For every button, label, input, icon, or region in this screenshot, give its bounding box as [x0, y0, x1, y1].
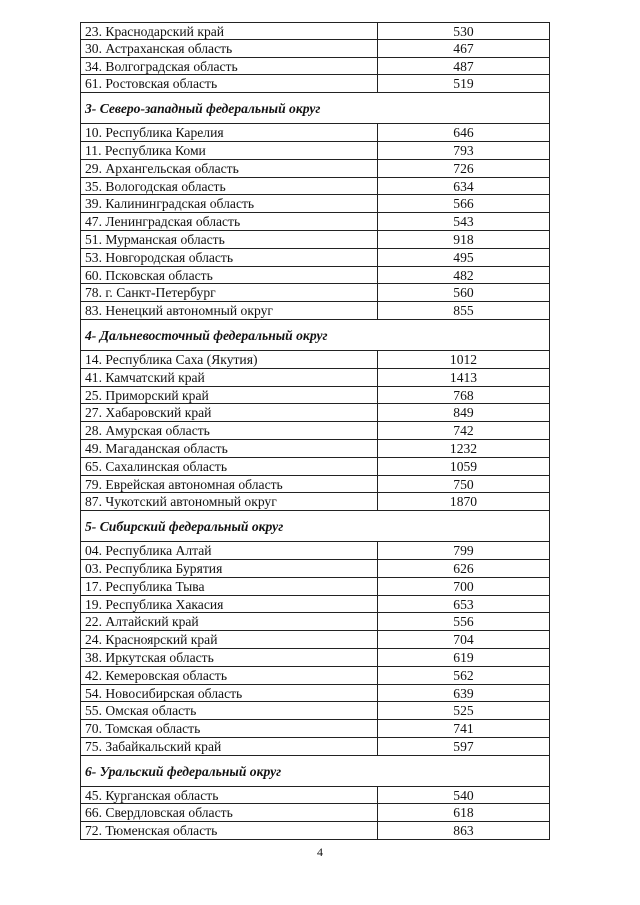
region-name: 47. Ленинградская область [81, 213, 378, 230]
region-value: 495 [453, 249, 474, 265]
table-row [80, 302, 550, 320]
region-value: 726 [453, 160, 474, 176]
table-row [80, 613, 550, 631]
region-value: 646 [453, 125, 474, 141]
region-name: 23. Краснодарский край [81, 23, 378, 39]
table-row [80, 387, 550, 405]
region-value: 768 [453, 387, 474, 403]
region-name: 53. Новгородская область [81, 249, 378, 266]
region-value: 750 [453, 476, 474, 492]
region-name: 24. Красноярский край [81, 631, 378, 648]
region-value: 855 [453, 303, 474, 319]
table-row [80, 578, 550, 596]
region-name: 70. Томская область [81, 720, 378, 737]
table-row [80, 58, 550, 76]
region-name: 54. Новосибирская область [81, 685, 378, 702]
region-name: 30. Астраханская область [81, 40, 378, 57]
region-value: 525 [453, 703, 474, 719]
region-value: 530 [453, 24, 474, 39]
table-row [80, 560, 550, 578]
region-name: 55. Омская область [81, 702, 378, 719]
region-name: 78. г. Санкт-Петербург [81, 284, 378, 301]
region-name: 25. Приморский край [81, 387, 378, 404]
table-row [80, 493, 550, 511]
region-value: 639 [453, 685, 474, 701]
region-name: 17. Республика Тыва [81, 578, 378, 595]
region-name: 72. Тюменская область [81, 822, 378, 839]
section-heading: 5- Сибирский федеральный округ [80, 511, 550, 542]
region-value: 863 [453, 823, 474, 839]
region-name: 39. Калининградская область [81, 195, 378, 212]
table-row [80, 351, 550, 369]
region-name: 61. Ростовская область [81, 75, 378, 92]
region-value: 1232 [449, 440, 478, 456]
table-row [80, 369, 550, 387]
region-name: 45. Курганская область [81, 787, 378, 804]
table-row [80, 422, 550, 440]
region-value: 849 [453, 405, 474, 421]
section-heading: 6- Уральский федеральный округ [80, 756, 550, 787]
table-row [80, 213, 550, 231]
region-name: 14. Республика Саха (Якутия) [81, 351, 378, 368]
region-name: 35. Вологодская область [81, 178, 378, 195]
region-value: 1413 [449, 369, 478, 385]
table-row [80, 249, 550, 267]
section-heading: 4- Дальневосточный федеральный округ [80, 320, 550, 351]
region-name: 75. Забайкальский край [81, 738, 378, 755]
region-name: 87. Чукотский автономный округ [81, 493, 378, 510]
region-name: 41. Камчатский край [81, 369, 378, 386]
table-row [80, 476, 550, 494]
table-row [80, 124, 550, 142]
section-heading: 3- Северо-западный федеральный округ [80, 93, 550, 124]
table-row [80, 804, 550, 822]
region-value: 918 [453, 231, 474, 247]
region-name: 65. Сахалинская область [81, 458, 378, 475]
region-value: 619 [453, 649, 474, 665]
region-name: 38. Иркутская область [81, 649, 378, 666]
table-row [80, 284, 550, 302]
table-row [80, 702, 550, 720]
table-row [80, 667, 550, 685]
region-value: 653 [453, 596, 474, 612]
table-row [80, 404, 550, 422]
region-value: 626 [453, 560, 474, 576]
region-value: 634 [453, 178, 474, 194]
region-name: 83. Ненецкий автономный округ [81, 302, 378, 319]
table-row [80, 649, 550, 667]
region-value: 597 [453, 738, 474, 754]
table-row [80, 685, 550, 703]
table-row [80, 142, 550, 160]
region-value: 560 [453, 285, 474, 301]
region-name: 42. Кемеровская область [81, 667, 378, 684]
table-row [80, 720, 550, 738]
region-value: 799 [453, 543, 474, 559]
region-name: 34. Волгоградская область [81, 58, 378, 75]
region-value: 700 [453, 578, 474, 594]
table-row [80, 22, 550, 40]
table-row [80, 40, 550, 58]
table-row [80, 458, 550, 476]
region-name: 11. Республика Коми [81, 142, 378, 159]
region-name: 22. Алтайский край [81, 613, 378, 630]
table-row [80, 178, 550, 196]
region-value: 1059 [449, 458, 478, 474]
table-row [80, 542, 550, 560]
region-value: 793 [453, 142, 474, 158]
region-name: 66. Свердловская область [81, 804, 378, 821]
region-value: 1870 [449, 494, 478, 510]
table-row [80, 75, 550, 93]
region-value: 540 [453, 787, 474, 803]
region-value: 519 [453, 76, 474, 92]
page-number: 4 [317, 845, 323, 859]
region-name: 27. Хабаровский край [81, 404, 378, 421]
region-value: 562 [453, 667, 474, 683]
region-name: 28. Амурская область [81, 422, 378, 439]
region-value: 556 [453, 614, 474, 630]
table-row [80, 787, 550, 805]
region-value: 1012 [449, 351, 478, 367]
table-row [80, 440, 550, 458]
region-value: 467 [453, 40, 474, 56]
region-value: 482 [453, 267, 474, 283]
table-row [80, 267, 550, 285]
table-row [80, 231, 550, 249]
region-name: 03. Республика Бурятия [81, 560, 378, 577]
region-name: 29. Архангельская область [81, 160, 378, 177]
region-value: 742 [453, 423, 474, 439]
table-row [80, 822, 550, 840]
table-row [80, 160, 550, 178]
region-name: 10. Республика Карелия [81, 124, 378, 141]
region-value: 543 [453, 214, 474, 230]
region-value: 487 [453, 58, 474, 74]
region-name: 04. Республика Алтай [81, 542, 378, 559]
region-name: 49. Магаданская область [81, 440, 378, 457]
table-row [80, 631, 550, 649]
region-name: 60. Псковская область [81, 267, 378, 284]
table-row [80, 596, 550, 614]
region-name: 79. Еврейская автономная область [81, 476, 378, 493]
region-value: 566 [453, 196, 474, 212]
region-name: 51. Мурманская область [81, 231, 378, 248]
table-row [80, 195, 550, 213]
region-value: 704 [453, 632, 474, 648]
region-name: 19. Республика Хакасия [81, 596, 378, 613]
table-row [80, 738, 550, 756]
regions-table [80, 22, 550, 840]
region-value: 741 [453, 721, 474, 737]
region-value: 618 [453, 805, 474, 821]
